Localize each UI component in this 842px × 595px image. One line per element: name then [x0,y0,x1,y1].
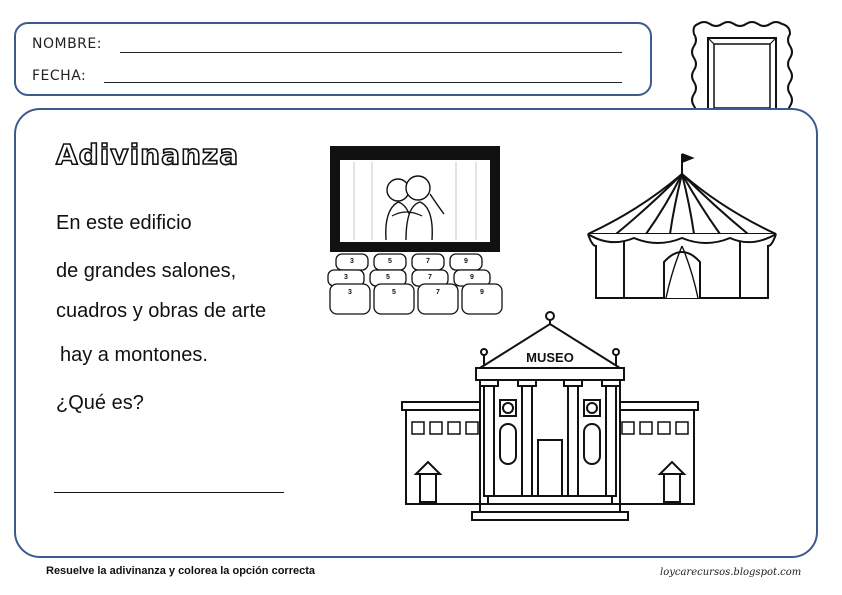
seat-number: 7 [428,274,432,281]
riddle-question: ¿Qué es? [56,392,144,414]
seat-number: 9 [470,274,474,281]
seat-number: 7 [436,289,440,296]
date-label: FECHA: [32,68,87,84]
name-label: NOMBRE: [32,36,102,52]
answer-line[interactable] [54,492,284,493]
riddle-line-2: de grandes salones, [56,260,237,282]
seat-number: 3 [350,258,354,265]
seat-number: 3 [348,289,352,296]
instruction-text: Resuelve la adivinanza y colorea la opción correcta [46,565,316,577]
seat-number: 9 [464,258,468,265]
riddle-line-4: hay a montones. [60,344,208,366]
header-box [14,22,652,96]
museum-sign: MUSEO [526,350,574,365]
seat-number: 5 [388,258,392,265]
seat-number: 3 [344,274,348,281]
seat-number: 5 [392,289,396,296]
riddle-line-3: cuadros y obras de arte [56,300,267,322]
website-credit: loycarecursos.blogspot.com [660,567,802,578]
name-field[interactable] [120,52,622,53]
riddle-title: Adivinanza [56,138,240,171]
seat-number: 5 [386,274,390,281]
circus-tent-illustration[interactable] [580,150,780,306]
date-field[interactable] [104,82,622,83]
riddle-line-1: En este edificio [56,212,192,234]
museum-illustration[interactable] [398,310,702,528]
seat-number: 7 [426,258,430,265]
seat-number: 9 [480,289,484,296]
cinema-illustration[interactable] [326,144,504,316]
